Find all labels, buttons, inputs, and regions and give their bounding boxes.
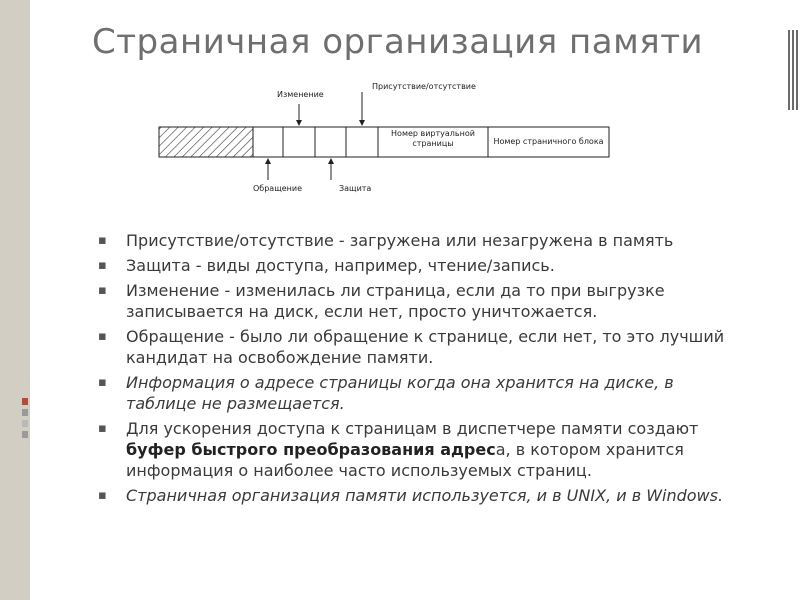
- page-table-entry-diagram: [157, 80, 612, 200]
- label-protection: Защита: [339, 184, 372, 193]
- protection-bit-cell: [315, 127, 346, 157]
- list-item: [98, 372, 738, 414]
- list-item: [98, 230, 738, 251]
- presence-bit-cell: [346, 127, 378, 157]
- label-page-frame-number: Номер страничного блока: [493, 137, 604, 146]
- list-item: [98, 326, 738, 368]
- bullet-icon: ▪: [98, 233, 107, 248]
- list-item: [98, 485, 738, 506]
- bullet-icon: ▪: [98, 488, 107, 503]
- list-item: [98, 280, 738, 322]
- bullet-text: Защита - виды доступа, например, чтение/запись.: [126, 256, 555, 275]
- label-access: Обращение: [253, 184, 303, 193]
- bullet-icon: ▪: [98, 258, 107, 273]
- bullet-text-emphasis: буфер быстрого преобразования адрес: [126, 440, 496, 459]
- label-virtual-page-number: Номер виртуальной страницы: [391, 129, 475, 148]
- deco-square: [22, 409, 28, 416]
- deco-square: [22, 420, 28, 427]
- label-change: Изменение: [277, 90, 324, 99]
- bullet-text-post: а, в котором хранится информация о наиболее часто используемых страниц.: [126, 440, 684, 480]
- bullet-icon: ▪: [98, 421, 107, 436]
- deco-square: [22, 398, 28, 405]
- bullet-text-pre: Для ускорения доступа к страницам в диспетчере памяти создают: [126, 419, 699, 438]
- bullet-text: Информация о адресе страницы когда она хранится на диске, в таблице не размещается.: [126, 373, 674, 413]
- bullet-text: Присутствие/отсутствие - загружена или незагружена в память: [126, 231, 674, 250]
- bullet-list: [98, 230, 738, 510]
- slide-decoration-squares: [22, 398, 28, 450]
- label-presence: Присутствие/отсутствие: [372, 82, 476, 91]
- page-title: Страничная организация памяти: [92, 22, 704, 62]
- access-bit-cell: [253, 127, 283, 157]
- bullet-text: Изменение - изменилась ли страница, если да то при выгрузке записывается на диск, если нет, просто уничтожается.: [126, 281, 665, 321]
- hatched-field: [159, 127, 253, 157]
- deco-square: [22, 431, 28, 438]
- bullet-icon: ▪: [98, 283, 107, 298]
- list-item: [98, 255, 738, 276]
- change-bit-cell: [283, 127, 315, 157]
- bullet-text: Обращение - было ли обращение к странице, если нет, то это лучший кандидат на освобождение памяти.: [126, 327, 725, 367]
- bullet-text: Страничная организация памяти используется, и в UNIX, и в Windows.: [126, 486, 724, 505]
- slide-decoration-stripes: [788, 30, 800, 110]
- list-item: [98, 418, 738, 481]
- bullet-icon: ▪: [98, 329, 107, 344]
- bullet-icon: ▪: [98, 375, 107, 390]
